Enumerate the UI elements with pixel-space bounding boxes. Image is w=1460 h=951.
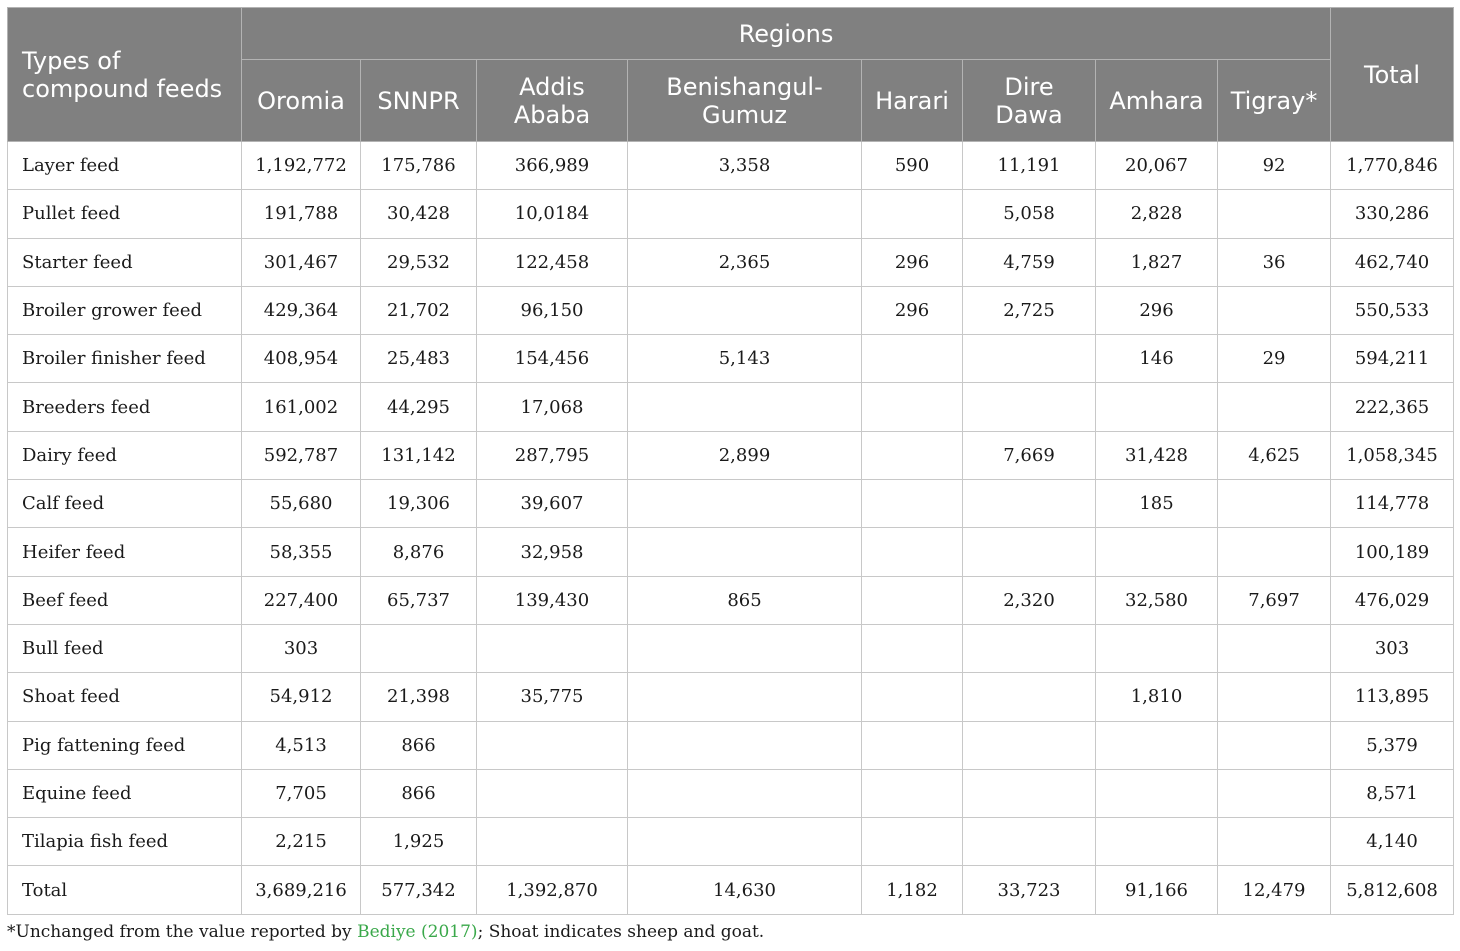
table-cell [628,721,862,769]
table-cell [1096,769,1218,817]
table-cell [1218,818,1331,866]
table-cell [862,335,963,383]
table-cell: 227,400 [242,576,361,624]
row-total-cell: 476,029 [1331,576,1454,624]
table-cell: 31,428 [1096,431,1218,479]
table-cell [628,383,862,431]
table-cell [1096,383,1218,431]
header-region-oromia: Oromia [242,60,361,142]
table-row [8,431,1454,479]
table-cell: 287,795 [477,431,628,479]
table-cell [862,673,963,721]
table-cell: 175,786 [361,142,477,190]
table-cell [963,673,1096,721]
table-cell: 7,705 [242,769,361,817]
table-cell: 1,810 [1096,673,1218,721]
table-row [8,190,1454,238]
row-label: Starter feed [8,238,242,286]
table-cell [1096,624,1218,672]
row-label: Dairy feed [8,431,242,479]
table-cell: 8,876 [361,528,477,576]
row-total-cell: 1,058,345 [1331,431,1454,479]
row-total-cell: 8,571 [1331,769,1454,817]
header-region-dire-dawa: Dire Dawa [963,60,1096,142]
table-cell [628,624,862,672]
table-cell: 592,787 [242,431,361,479]
table-cell: 2,320 [963,576,1096,624]
table-cell [1096,721,1218,769]
table-cell [862,769,963,817]
row-total-cell: 462,740 [1331,238,1454,286]
row-label: Bull feed [8,624,242,672]
footnote-text: *Unchanged from the value reported by [7,922,358,942]
table-cell: 33,723 [963,866,1096,914]
table-cell [477,721,628,769]
table-cell [477,769,628,817]
row-total-cell: 4,140 [1331,818,1454,866]
table-cell: 139,430 [477,576,628,624]
table-cell: 2,365 [628,238,862,286]
table-cell: 11,191 [963,142,1096,190]
row-label: Pullet feed [8,190,242,238]
table-cell: 5,143 [628,335,862,383]
row-total-cell: 5,812,608 [1331,866,1454,914]
row-label: Tilapia fish feed [8,818,242,866]
row-total-cell: 222,365 [1331,383,1454,431]
table-cell: 17,068 [477,383,628,431]
row-total-cell: 100,189 [1331,528,1454,576]
table-cell: 21,398 [361,673,477,721]
table-cell: 12,479 [1218,866,1331,914]
table-cell: 55,680 [242,480,361,528]
header-region-amhara: Amhara [1096,60,1218,142]
table-cell [477,624,628,672]
table-cell: 122,458 [477,238,628,286]
table-cell: 4,513 [242,721,361,769]
table-cell: 35,775 [477,673,628,721]
table-cell [963,383,1096,431]
table-cell: 10,0184 [477,190,628,238]
table-cell: 296 [862,238,963,286]
table-cell: 91,166 [1096,866,1218,914]
table-cell: 4,625 [1218,431,1331,479]
table-cell: 32,958 [477,528,628,576]
table-cell [963,818,1096,866]
row-label: Pig fattening feed [8,721,242,769]
table-row [8,721,1454,769]
table-row [8,769,1454,817]
table-cell: 25,483 [361,335,477,383]
table-cell [1218,286,1331,334]
table-cell [963,528,1096,576]
table-cell [862,431,963,479]
table-cell [862,576,963,624]
table-cell: 39,607 [477,480,628,528]
table-cell [862,190,963,238]
table-row [8,383,1454,431]
table-row [8,238,1454,286]
table-cell [1218,528,1331,576]
table-cell: 185 [1096,480,1218,528]
table-cell: 30,428 [361,190,477,238]
row-label: Breeders feed [8,383,242,431]
table-cell: 54,912 [242,673,361,721]
table-cell: 296 [1096,286,1218,334]
table-cell: 7,697 [1218,576,1331,624]
table-cell [862,624,963,672]
row-label: Total [8,866,242,914]
row-total-cell: 114,778 [1331,480,1454,528]
table-cell [628,769,862,817]
table-cell: 32,580 [1096,576,1218,624]
row-total-cell: 594,211 [1331,335,1454,383]
table-cell: 2,899 [628,431,862,479]
table-cell: 366,989 [477,142,628,190]
table-cell: 29 [1218,335,1331,383]
table-cell: 866 [361,769,477,817]
row-label: Heifer feed [8,528,242,576]
table-cell: 154,456 [477,335,628,383]
header-region-snnpr: SNNPR [361,60,477,142]
table-cell [1218,624,1331,672]
row-total-cell: 113,895 [1331,673,1454,721]
table-cell [862,818,963,866]
row-total-cell: 303 [1331,624,1454,672]
table-cell: 3,689,216 [242,866,361,914]
row-label: Broiler finisher feed [8,335,242,383]
table-cell [963,769,1096,817]
compound-feeds-table [7,7,1454,915]
feed-table-container [7,7,1453,915]
table-cell [862,528,963,576]
table-cell [1096,818,1218,866]
table-cell: 865 [628,576,862,624]
footnote-text-end: ; Shoat indicates sheep and goat. [477,922,765,942]
total-row [8,866,1454,914]
table-cell: 5,058 [963,190,1096,238]
table-cell [862,480,963,528]
table-cell [1218,190,1331,238]
table-cell [963,721,1096,769]
table-row [8,286,1454,334]
row-total-cell: 550,533 [1331,286,1454,334]
row-label: Calf feed [8,480,242,528]
footnote-citation-link[interactable]: Bediye (2017) [357,922,478,942]
row-label: Beef feed [8,576,242,624]
row-label: Layer feed [8,142,242,190]
table-cell: 161,002 [242,383,361,431]
table-cell: 301,467 [242,238,361,286]
header-region-addis-ababa: Addis Ababa [477,60,628,142]
table-cell: 866 [361,721,477,769]
table-cell [862,383,963,431]
table-cell [1096,528,1218,576]
table-cell: 1,392,870 [477,866,628,914]
row-label: Equine feed [8,769,242,817]
table-row [8,673,1454,721]
header-regions: Regions [242,8,1331,60]
header-region-harari: Harari [862,60,963,142]
table-cell: 3,358 [628,142,862,190]
row-total-cell: 330,286 [1331,190,1454,238]
table-cell: 19,306 [361,480,477,528]
table-cell: 296 [862,286,963,334]
table-cell [1218,721,1331,769]
table-row [8,480,1454,528]
table-cell [628,286,862,334]
table-cell: 29,532 [361,238,477,286]
table-row [8,528,1454,576]
table-cell: 65,737 [361,576,477,624]
table-cell: 577,342 [361,866,477,914]
row-label: Shoat feed [8,673,242,721]
table-cell: 1,827 [1096,238,1218,286]
table-cell: 14,630 [628,866,862,914]
table-cell [1218,769,1331,817]
table-cell: 21,702 [361,286,477,334]
table-cell: 303 [242,624,361,672]
table-cell [628,818,862,866]
header-region-tigray: Tigray* [1218,60,1331,142]
table-cell [1218,480,1331,528]
table-cell [477,818,628,866]
table-cell: 4,759 [963,238,1096,286]
table-cell: 590 [862,142,963,190]
table-cell [1218,383,1331,431]
row-total-cell: 5,379 [1331,721,1454,769]
footnote [7,922,764,942]
table-cell: 2,215 [242,818,361,866]
table-cell: 191,788 [242,190,361,238]
table-cell [628,673,862,721]
table-cell: 2,725 [963,286,1096,334]
table-cell: 92 [1218,142,1331,190]
table-cell [628,528,862,576]
table-cell: 2,828 [1096,190,1218,238]
header-feed-types: Types of compound feeds [8,8,242,142]
table-cell: 146 [1096,335,1218,383]
table-cell [628,480,862,528]
table-cell [963,480,1096,528]
table-cell [963,624,1096,672]
table-cell [361,624,477,672]
table-row [8,818,1454,866]
table-cell: 58,355 [242,528,361,576]
header-region-benishangul-gumuz: Benishangul-Gumuz [628,60,862,142]
table-row [8,142,1454,190]
table-cell [963,335,1096,383]
table-row [8,624,1454,672]
row-label: Broiler grower feed [8,286,242,334]
table-cell: 44,295 [361,383,477,431]
table-cell: 131,142 [361,431,477,479]
table-cell: 1,192,772 [242,142,361,190]
table-cell: 7,669 [963,431,1096,479]
row-total-cell: 1,770,846 [1331,142,1454,190]
table-cell [1218,673,1331,721]
table-cell [862,721,963,769]
table-row [8,335,1454,383]
table-row [8,576,1454,624]
table-cell: 20,067 [1096,142,1218,190]
table-cell: 1,925 [361,818,477,866]
table-cell: 1,182 [862,866,963,914]
header-total: Total [1331,8,1454,142]
table-cell: 96,150 [477,286,628,334]
table-cell: 429,364 [242,286,361,334]
table-cell: 36 [1218,238,1331,286]
table-body [8,142,1454,915]
table-cell: 408,954 [242,335,361,383]
table-cell [628,190,862,238]
